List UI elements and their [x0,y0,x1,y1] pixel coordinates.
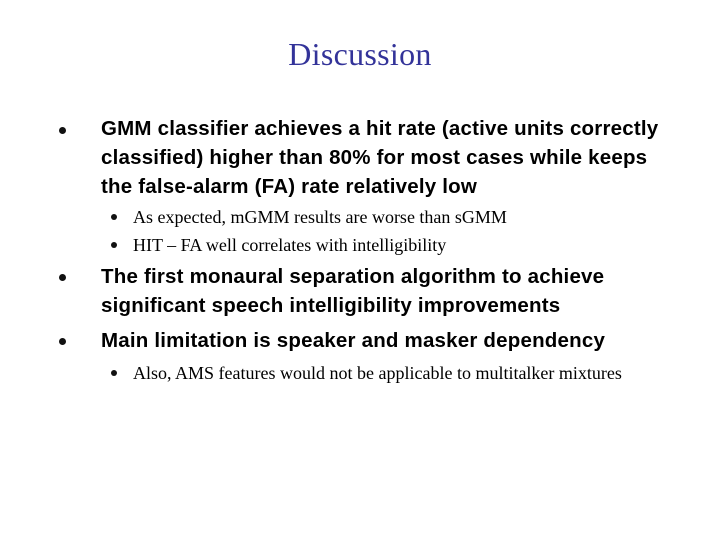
bullet-line: classified) higher than 80% for most cases while keeps [101,146,648,169]
sub-bullet-text: HIT – FA well correlates with intelligibility [133,235,447,255]
bullet-line: The first monaural separation algorithm to achieve [101,265,605,288]
bullet-dot-icon [111,214,117,220]
bullet-dot-icon [59,338,66,345]
bullet-dot-icon [111,370,117,376]
bullet-dot-icon [59,127,66,134]
bullet-line: Main limitation is speaker and masker dependency [101,329,606,352]
slide-title: Discussion [288,36,432,72]
sub-bullet-text: As expected, mGMM results are worse than sGMM [133,207,507,227]
bullet-line: significant speech intelligibility improvements [101,294,561,317]
sub-bullet-text: Also, AMS features would not be applicable to multitalker mixtures [133,363,622,383]
bullet-line: GMM classifier achieves a hit rate (active units correctly [101,117,659,140]
bullet-dot-icon [111,242,117,248]
bullet-dot-icon [59,274,66,281]
bullet-line: the false-alarm (FA) rate relatively low [101,175,477,198]
